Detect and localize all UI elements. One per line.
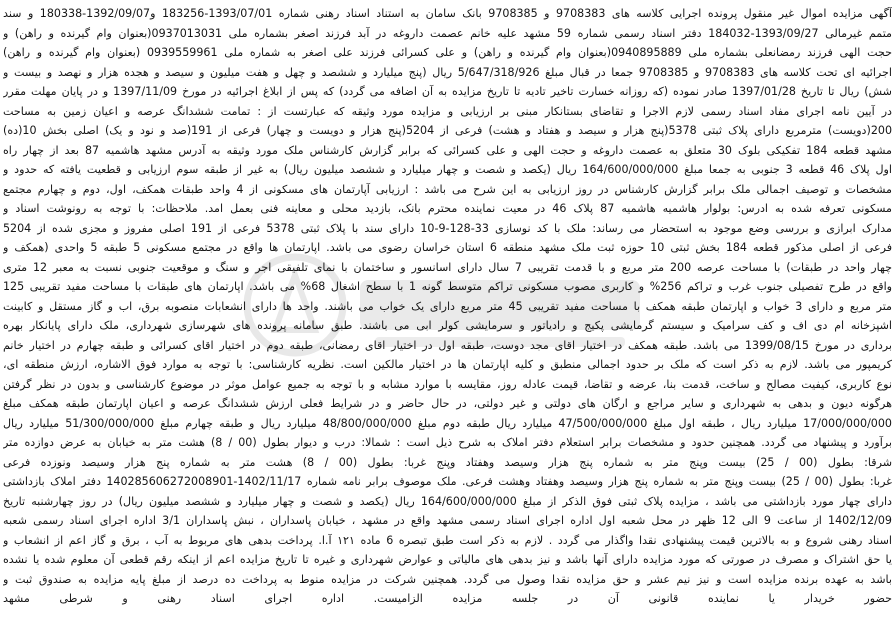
notice-line: شرقا: بطول (00 / 25) بیست وپنج متر به شماره پنج هزار وسیصد وهفتاد وپنج غربا: بطول (00 / 8) هشت متر به شماره پنج هزار وسیصد ونوزده فرعی xyxy=(3,455,892,469)
notice-line: اسناد رهنی شروع و به بالاترین قیمت پیشنهادی نقدا واگذار می گردد . لازم به ذکر است طبق تبصره 6 ماده ۱۲۱ آ.ا. پرداخت بدهی های مربوط به آب ، برق و گاز اعم از انشعاب و xyxy=(3,533,892,547)
notice-line: برآورد و پیشنهاد می گردد. همچنین حدود و مشخصات برابر استعلام دفتر املاک به شرح ذیل است : شمالا: درب و دیوار بطول (00 / 8) هشت متر به خیابان به عرض دوازده متر xyxy=(3,436,892,449)
notice-line: اول پلاک 46 قطعه 3 جنوبی به جمعا مبلغ 164/600/000/000 ریال (یکصد و شصت و چهار میلیارد و ششصد میلیون ریال) به غیر از طبقه سوم ارزیابی و قطعیت یافته که حدود و xyxy=(3,163,892,176)
notice-line: هرگونه دیون و بدهی به شهرداری و سایر مراجع و ارگان های دولتی و غیر دولتی، در حال حاضر و در شرایط فعلی ارزش ششدانگ عرصه و اعیان اپارتمان طبقه همکف مبلغ xyxy=(3,397,892,410)
notice-line: واقع در طرح تفصیلی جنوب غرب و تراکم 256% و کاربری مصوب مسکونی تراکم متوسط گونه 1 با سطح اشغال 68% می باشد. اپارتمان های طبقات با مساحت مفید تقریبی 125 xyxy=(3,280,892,293)
notice-line: کریمپور می باشد. لازم به ذکر است که ملک بر حدود اجمالی منطبق و کلیه اپارتمان ها در اختیار مالکین است. نظریه کارشناسی: با توجه به موارد فوق الاشاره، ارزش منطقه ای، xyxy=(3,358,892,371)
notice-line: 17/000/000/000 میلیارد ریال ، طبقه اول مبلغ 47/500/000/000 میلیارد ریال طبقه دوم مبلغ 48/800/000/000 میلیارد ریال و طبقه چهارم مبلغ 51/300/000/000 میلیارد ریال xyxy=(3,416,892,430)
notice-line: نوع کاربری، کیفیت مصالح و ساخت، قدمت بنا، عرضه و تقاضا، قیمت عادله روز، مقایسه با موارد مشابه و با توجه به جمیع عوامل موثر در موضوع کارشناسی و بدون در نظر گرفتن xyxy=(3,377,892,391)
notice-line: 200(دویست) مترمربع دارای پلاک ثبتی 5378(پنج هزار و سیصد و هفتاد و هشت) فرعی از 5204(پنج هزار و دویست و چهار) فرعی از 191(صد و نود و یک) اصلی بخش 10(ده) xyxy=(3,124,892,137)
notice-line: باشد به عهده برنده مزایده است و نیز نیم عشر و حق مزایده نقدا وصول می گردد. همچنین شرکت در مزایده منوط به پرداخت ده درصد از مبلغ پایه مزایده به صندوق ثبت و xyxy=(3,572,892,586)
notice-line: مدارک ابرازی و بررسی وضع موجود به استحضار می رساند: ملک با کد نوسازی 33-128-9-10 دارای سند با پلاک ثبتی 5378 فرعی از 191 اصلی مفروز و مجزی شده از 5204 xyxy=(3,221,892,235)
notice-line: شش) ریال تا تاریخ 1397/01/28 صادر نموده (که روزانه خسارت تاخیر تادیه تا تاریخ مزایده به آن اضافه می گردد) که پس از ابلاغ اجرائیه در مورخ 1397/11/09 و در پایان مهلت مقرر xyxy=(3,85,892,98)
notice-line: اجرائیه ای تحت کلاسه های 9708383 و 9708385 جمعا در قبال مبلغ 5/647/318/926 ریال (پنج میلیارد و ششصد و چهل و هفت میلیون و سیصد و هجده هزار و نهصد و بیست و xyxy=(3,65,892,79)
notice-line: متر مربع و دارای 3 خواب و اپارتمان طبقه همکف با مساحت مفید تقریبی 45 متر مربع دارای یک خواب می باشند. واحد ها دارای انشعابات منصوبه برق، اب و گاز مستقل و کابینت xyxy=(3,299,892,313)
notice-line: غربا: بطول (00 / 25) بیست وپنج متر به شماره پنج هزار وسیصد وهفتاد وهشت فرعی. ملک موصوف برابر نامه شماره 1402/11/17-140285606272008901 دفتر املاک بازداشتی xyxy=(3,475,892,488)
notice-line: یا حق اشتراک و مصرف در صورتی که مورد مزایده دارای آنها باشد و نیز بدهی های مالیاتی و عوارض شهرداری و غیره تا تاریخ مزایده اعم از اینکه رقم قطعی آن معلوم شده یا نشده xyxy=(3,553,892,566)
notice-line: دارای چهار مورد بازداشتی می باشد ، مزایده پلاک ثبتی فوق الذکر از مبلغ 164/600/000/000 ریال (یکصد و شصت و چهار میلیارد و ششصد میلیون ریال) در روز چهارشنبه تاریخ xyxy=(3,494,892,508)
notice-line: آگهی مزایده اموال غیر منقول پرونده اجرایی کلاسه های 9708383 و 9708385 بانک سامان به استناد اسناد رهنی شماره 1393/07/01-183256 و1392/09/07-180338 و سند xyxy=(3,7,892,20)
notice-line: فرعی از اصلی مذکور قطعه 184 بخش ثبتی 10 حوزه ثبت ملک مشهد منطقه 6 استان خراسان رضوی می باشد. اپارتمان ها واقع در مجتمع مسکونی 5 طبقه 5 واحدی (همکف و xyxy=(3,241,892,254)
notice-line: چهار واحد در طبقات) با مساحت عرصه 200 متر مربع و با قدمت تقریبی 7 سال دارای اسانسور و ساختمان با نمای تلفیقی اجر و سنگ و موقعیت جنوبی نسبت به معبر 12 متری xyxy=(3,260,892,274)
notice-line: مشهد قطعه 184 تفکیکی بلوک 30 متعلق به عصمت داروغه و حجت الهی و علی کسرائی که برابر گزارش کارشناس ملک مورد وثیقه به آدرس مشهد هاشمیه 87 بعد از چهار راه xyxy=(3,143,892,157)
notice-line: مشخصات و توصیف اجمالی ملک برابر گزارش کارشناس در روز ارزیابی به این شرح می باشد : ارزیابی آپارتمان های مسکونی از 4 واحد طبقات همکف، اول، دوم و چهارم مجتمع xyxy=(3,182,892,196)
notice-line: اشپزخانه ام دی اف و کف سرامیک و سیستم گرمایشی پکیج و رادیاتور و سرمایشی کولر ابی می باشند. طبق سامانه پرونده های شهرسازی شهرداری، ملک دارای پایانکار بهره xyxy=(3,319,892,332)
notice-line: برداری در مورخ 1399/08/15 می باشد. طبقه همکف در اختیار اقای مجد دوست، طبقه اول در اختیار اقای رمضانی، طبقه دوم در اختیار اقای کسرائی و طبقه چهارم در اختیار خانم xyxy=(3,338,892,352)
notice-line: حضور خریدار یا نماینده قانونی آن در جلسه مزایده الزامیست. اداره اجرای اسناد رهنی و شرطی مشهد xyxy=(3,592,892,605)
notice-line: حجت الهی فرزند رمضانعلی بشماره ملی 0940895889(بعنوان وام گیرنده و راهن) و علی کسرائی فرزند علی اصغر به شماره ملی 0939559961 (بعنوان وام گیرنده و راهن) xyxy=(3,46,892,59)
notice-line: مسکونی تعرفه شده به ادرس: بولوار هاشمیه هاشمیه 87 پلاک 46 در معیت نماینده محترم بانک، بازدید محلی و معاینه فنی بعمل امد. ملاحظات: با توجه به رونوشت اسناد و xyxy=(3,202,892,215)
notice-line: در آیین نامه اجرای مفاد اسناد رسمی لازم الاجرا و تقاضای بستانکار مبنی بر ارزیابی و مزایده مورد وثیقه که عبارتست از : تمامت ششدانگ عرصه و اعیان زمین به مساحت xyxy=(3,104,892,118)
notice-line: متمم غیرمالی 1393/09/27-184032 دفتر اسناد رسمی شماره 59 مشهد علیه خانم عصمت داروغه در آبد فرزند اصغر بشماره ملی 0937013031(بعنوان وام گیرنده و راهن) و xyxy=(3,26,892,40)
notice-line: 1402/12/09 از ساعت 9 الی 12 ظهر در محل شعبه اول اداره اجرای اسناد رسمی مشهد واقع در مشهد ، خیابان پاسداران ، نبش پاسداران 3/1 اداره اجرای اسناد رسمی شعبه xyxy=(3,514,892,527)
auction-notice-text xyxy=(3,4,892,628)
